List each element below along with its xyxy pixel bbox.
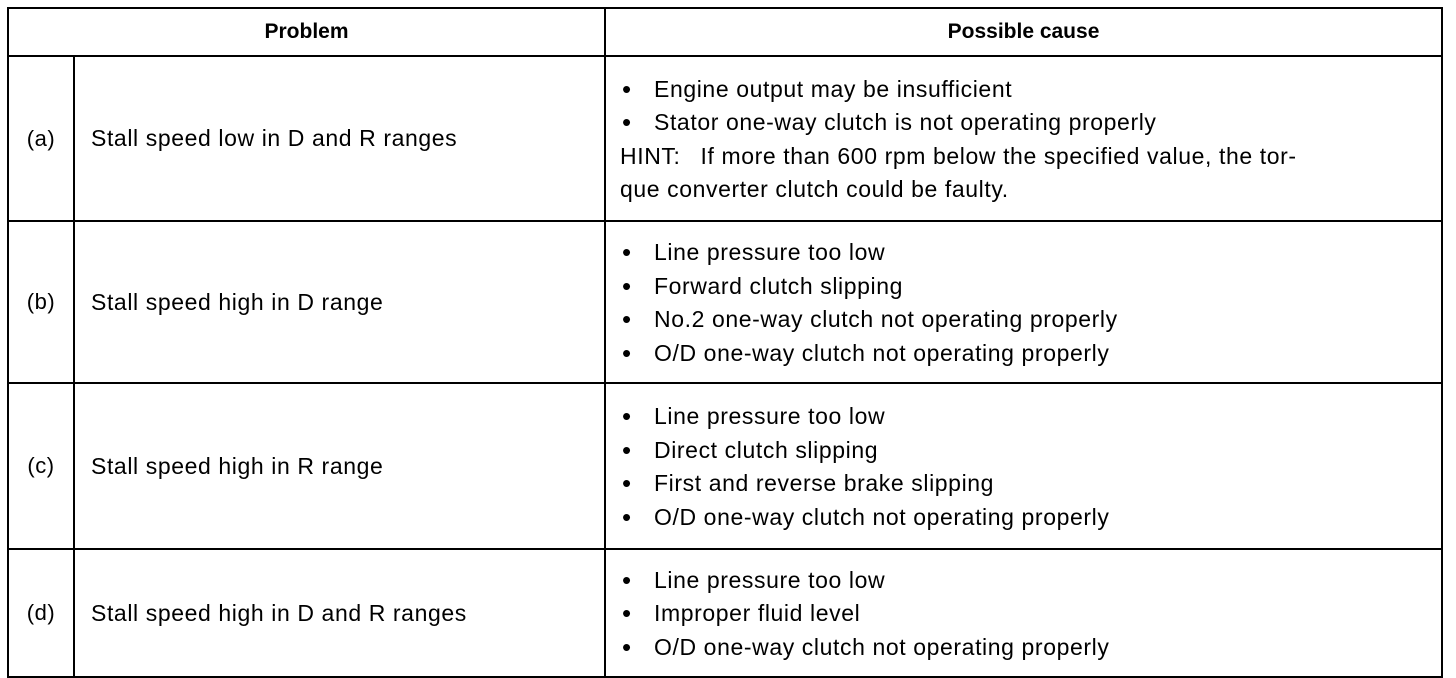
- row-label: (d): [8, 549, 74, 677]
- cause-item: • First and reverse brake slipping: [620, 467, 1431, 501]
- row-label: (c): [8, 383, 74, 549]
- problem-text: Stall speed low in D and R ranges: [74, 56, 605, 221]
- cause-cell: [605, 221, 1442, 383]
- table-row: [8, 383, 1442, 549]
- problem-text: Stall speed high in R range: [74, 383, 605, 549]
- hint-label: HINT:: [620, 142, 681, 169]
- hint-note: [620, 140, 1431, 174]
- cause-item: • Line pressure too low: [620, 564, 1431, 598]
- cause-item: • Improper fluid level: [620, 597, 1431, 631]
- header-row: [8, 8, 1442, 56]
- cause-cell: [605, 549, 1442, 677]
- cause-item: • Forward clutch slipping: [620, 270, 1431, 304]
- cause-item: • O/D one-way clutch not operating properly: [620, 337, 1431, 371]
- table-row: [8, 56, 1442, 221]
- cause-cell: [605, 56, 1442, 221]
- cause-item: • No.2 one-way clutch not operating properly: [620, 303, 1431, 337]
- row-label: (b): [8, 221, 74, 383]
- cause-list: [620, 73, 1431, 140]
- cause-item: • O/D one-way clutch not operating properly: [620, 501, 1431, 535]
- problem-header: Problem: [8, 8, 605, 56]
- row-label: (a): [8, 56, 74, 221]
- problem-text: Stall speed high in D range: [74, 221, 605, 383]
- problem-text: Stall speed high in D and R ranges: [74, 549, 605, 677]
- cause-item: • Engine output may be insufficient: [620, 73, 1431, 107]
- cause-item: • Direct clutch slipping: [620, 434, 1431, 468]
- hint-text-line1: If more than 600 rpm below the specified value, the tor-: [700, 142, 1297, 169]
- table-row: [8, 549, 1442, 677]
- cause-list: [620, 236, 1431, 370]
- cause-item: • Line pressure too low: [620, 400, 1431, 434]
- cause-item: • O/D one-way clutch not operating properly: [620, 631, 1431, 665]
- cause-item: • Stator one-way clutch is not operating properly: [620, 106, 1431, 140]
- diagnosis-table: [7, 7, 1443, 678]
- cause-list: [620, 564, 1431, 665]
- possible-cause-header: Possible cause: [605, 8, 1442, 56]
- cause-cell: [605, 383, 1442, 549]
- cause-item: • Line pressure too low: [620, 236, 1431, 270]
- table-row: [8, 221, 1442, 383]
- cause-list: [620, 400, 1431, 534]
- hint-text-line2: que converter clutch could be faulty.: [620, 176, 1009, 202]
